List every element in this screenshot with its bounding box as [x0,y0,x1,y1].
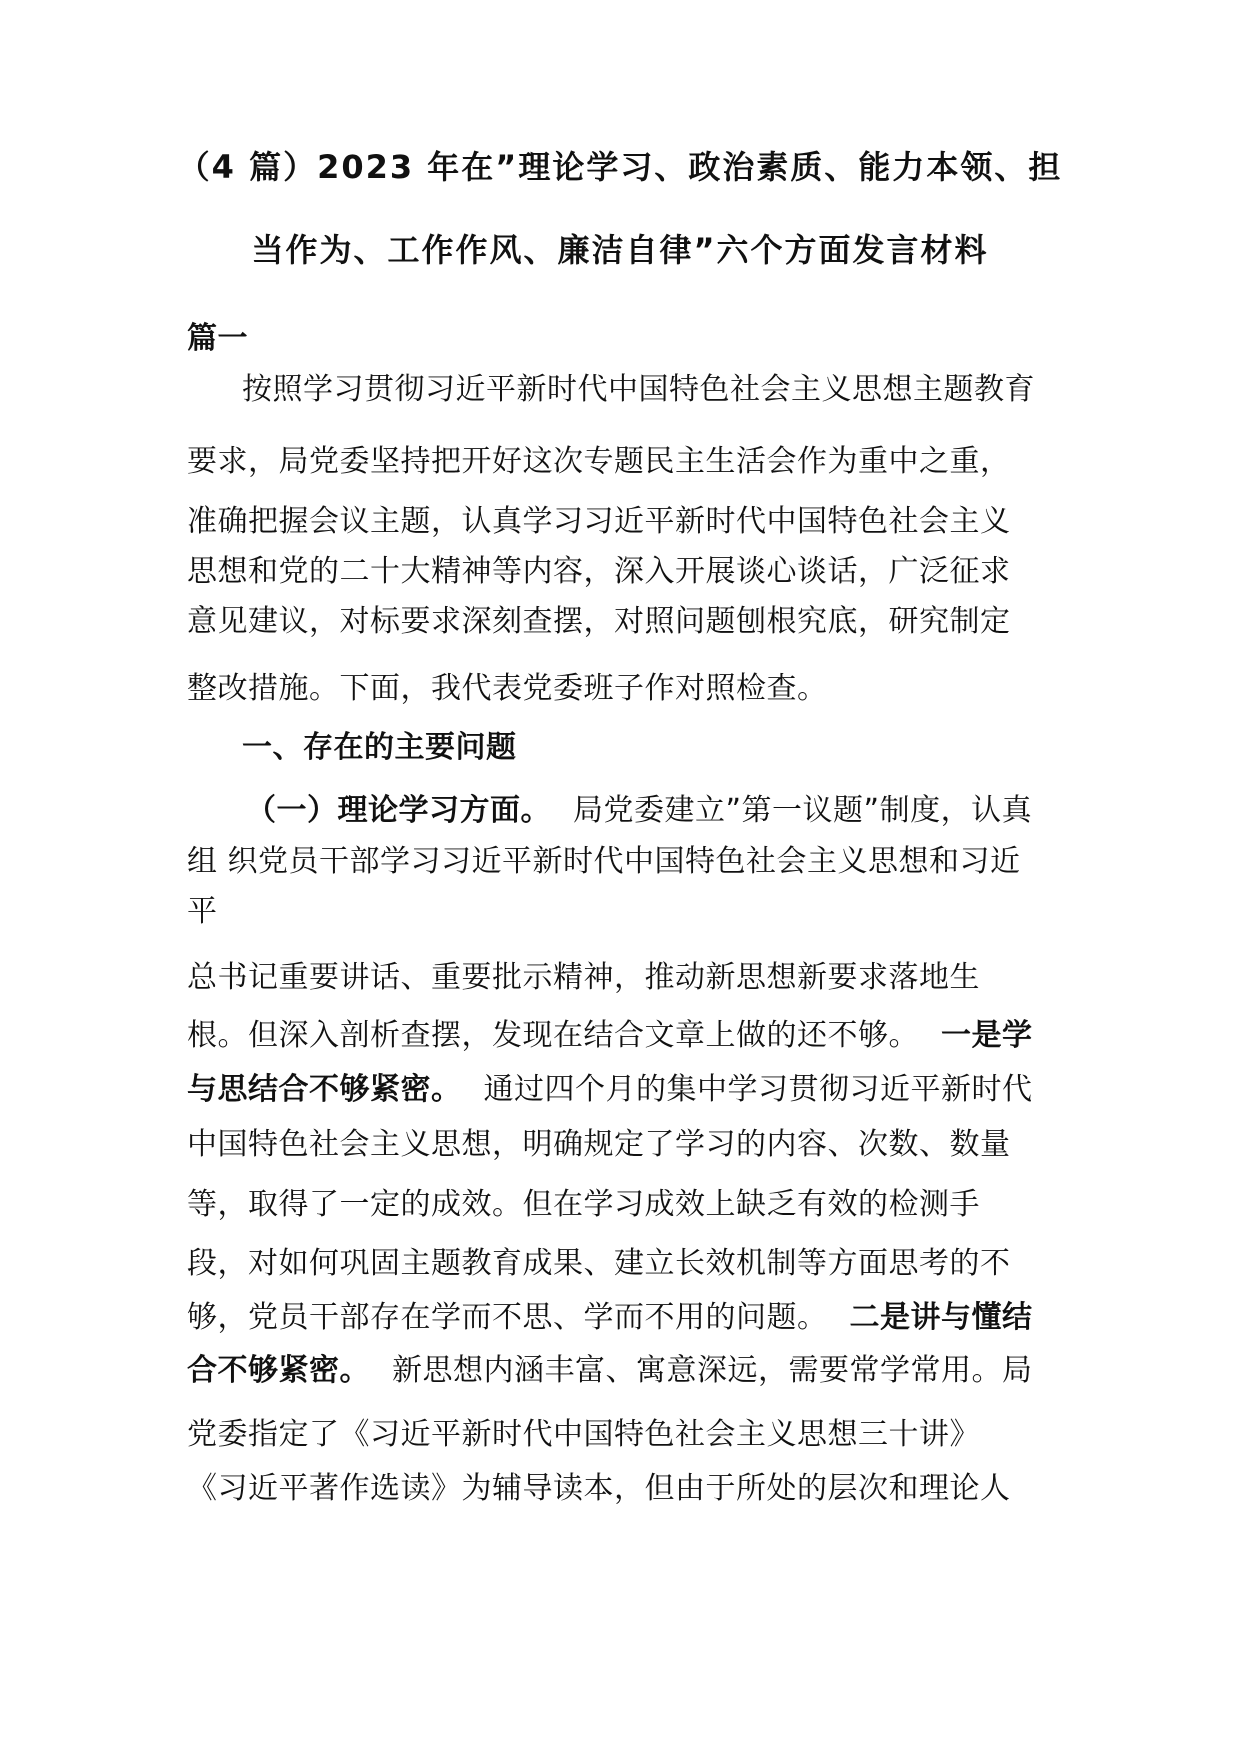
paragraph-line: 组 织党员干部学习习近平新时代中国特色社会主义思想和习近 [187,844,1021,879]
paragraph-line: 总书记重要讲话、重要批示精神，推动新思想新要求落地生 [187,960,980,995]
title-line-1: （4 篇）2023 年在”理论学习、政治素质、能力本领、担 [177,148,1063,186]
emphasis-text: 合不够紧密。 [187,1353,370,1388]
emphasis-text: 与思结合不够紧密。 [187,1072,462,1107]
subsection-text: 局党委建立”第一议题”制度，认真 [573,793,1033,828]
paragraph-line [187,1345,1033,1389]
paragraph-text: 新思想内涵丰富、寓意深远，需要常学常用。局 [392,1353,1033,1388]
paragraph-line [187,1064,1033,1108]
paragraph-line: 党委指定了《习近平新时代中国特色社会主义思想三十讲》 [187,1417,980,1452]
section-label: 篇一 [187,321,248,356]
subsection-line [246,785,1032,829]
paragraph-line: 等，取得了一定的成效。但在学习成效上缺乏有效的检测手 [187,1187,980,1222]
paragraph-line [187,1292,1033,1336]
emphasis-text: 二是讲与懂结 [849,1300,1033,1335]
section-heading: 一、存在的主要问题 [242,730,517,765]
title-line-2: 当作为、工作作风、廉洁自律”六个方面发言材料 [251,231,989,269]
paragraph-line [187,1010,1033,1054]
paragraph-line: 整改措施。下面，我代表党委班子作对照检查。 [187,671,828,706]
paragraph-text: 够，党员干部存在学而不思、学而不用的问题。 [187,1300,828,1335]
paragraph-line: 要求，局党委坚持把开好这次专题民主生活会作为重中之重， [187,444,1011,479]
paragraph-text: 根。但深入剖析查摆，发现在结合文章上做的还不够。 [187,1018,919,1053]
paragraph-line: 准确把握会议主题，认真学习习近平新时代中国特色社会主义 [187,504,1011,539]
paragraph-line: 意见建议，对标要求深刻查摆，对照问题刨根究底，研究制定 [187,604,1011,639]
paragraph-line: 中国特色社会主义思想，明确规定了学习的内容、次数、数量 [187,1127,1011,1162]
paragraph-line: 《习近平著作选读》为辅导读本，但由于所处的层次和理论人 [187,1471,1011,1506]
paragraph-line: 平 [187,894,218,929]
paragraph-text: 通过四个月的集中学习贯彻习近平新时代 [483,1072,1033,1107]
paragraph-line: 按照学习贯彻习近平新时代中国特色社会主义思想主题教育 [242,372,1035,407]
paragraph-line: 段，对如何巩固主题教育成果、建立长效机制等方面思考的不 [187,1246,1011,1281]
subsection-heading: （一）理论学习方面。 [246,793,551,828]
emphasis-text: 一是学 [941,1018,1033,1053]
paragraph-line: 思想和党的二十大精神等内容，深入开展谈心谈话，广泛征求 [187,554,1011,589]
